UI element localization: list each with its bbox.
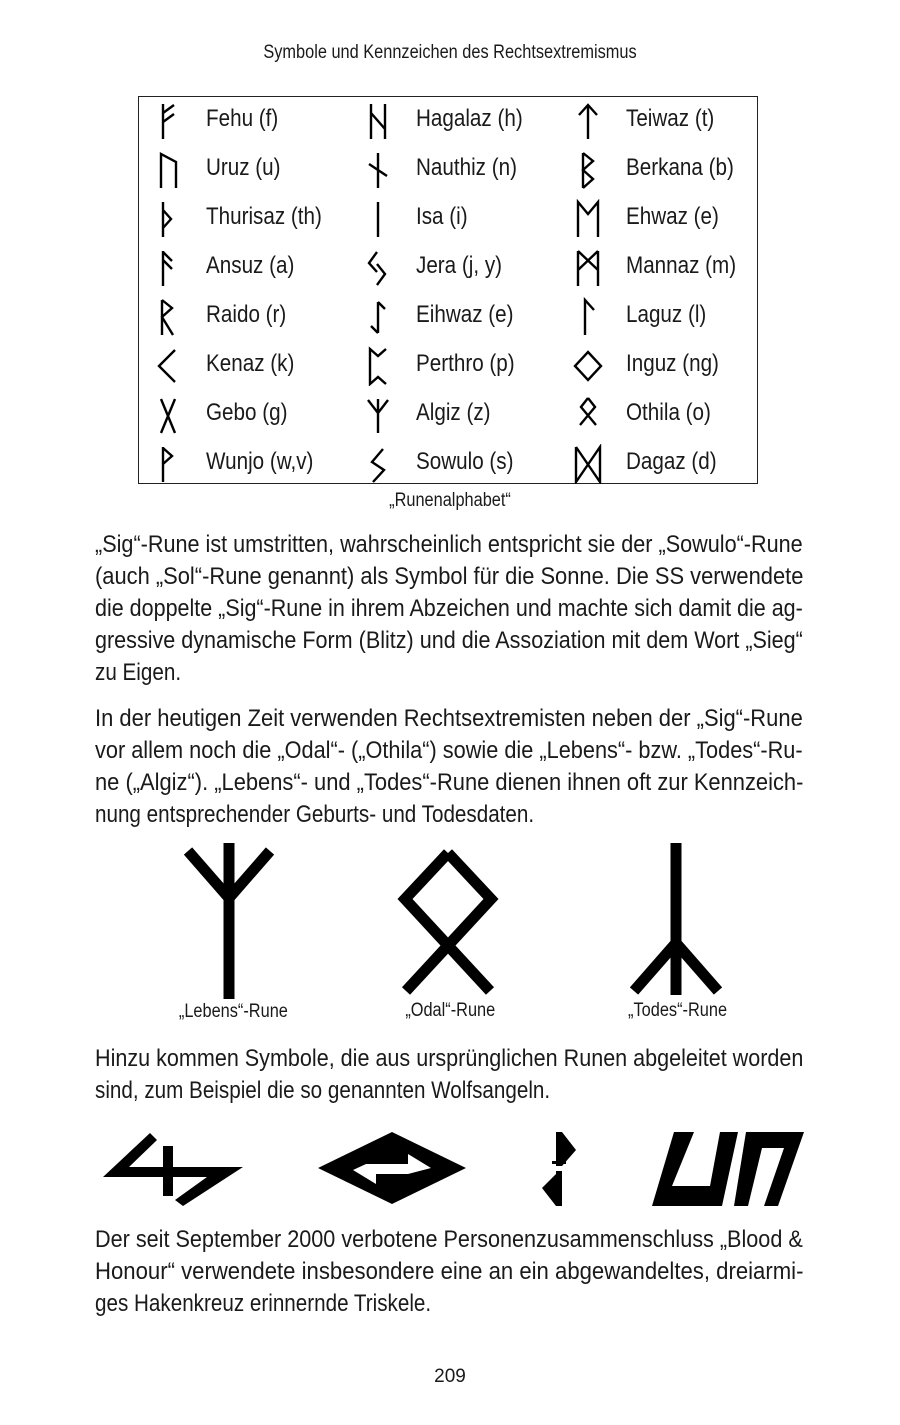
rune-name: Fehu (f) [206,105,279,132]
odal-rune-icon [394,843,502,995]
text-line: In der heutigen Zeit verwenden Rechtsextremisten neben der „Sig“-Rune [95,705,803,732]
odal-rune-caption: „Odal“-Rune [405,1000,496,1021]
rune-entry [559,342,769,391]
othila-rune-icon [573,395,603,435]
rune-name: Algiz (z) [416,399,491,426]
rune-name: Hagalaz (h) [416,105,523,132]
rune-entry [139,195,349,244]
algiz-rune-icon [363,395,393,435]
running-header: Symbole und Kennzeichen des Rechtsextremismus [263,42,637,63]
rune-name: Laguz (l) [626,301,707,328]
rune-entry [559,293,769,342]
jera-rune-icon [363,248,393,288]
rune-name: Uruz (u) [206,154,281,181]
rune-name: Berkana (b) [626,154,734,181]
rune-name: Ansuz (a) [206,252,295,279]
rune-entry [139,440,349,489]
rune-name: Eihwaz (e) [416,301,514,328]
wolfsangel-vertical-icon [538,1130,580,1208]
rune-entry [349,391,559,440]
text-line: Honour“ verwendete insbesondere eine an ein abgewandeltes, dreiarmi- [95,1258,804,1285]
rune-name: Wunjo (w,v) [206,448,314,475]
rune-entry [139,146,349,195]
rune-name: Isa (i) [416,203,468,230]
gebo-rune-icon [153,395,183,435]
rune-alphabet-table [138,96,758,484]
paragraph-wolfsangeln [95,1043,803,1107]
rune-name: Inguz (ng) [626,350,719,377]
ansuz-rune-icon [153,248,183,288]
table-caption: „Runenalphabet“ [389,490,511,511]
uruz-rune-icon [153,150,183,190]
rune-entry [139,293,349,342]
text-line: zu Eigen. [95,659,182,686]
rune-name: Thurisaz (th) [206,203,322,230]
rune-name: Mannaz (m) [626,252,737,279]
text-line: gressive dynamische Form (Blitz) und die Assoziation mit dem Wort „Sieg“ [95,627,803,654]
thurisaz-rune-icon [153,199,183,239]
nauthiz-rune-icon [363,150,393,190]
double-sig-variant-icon [650,1130,806,1208]
rune-entry [349,244,559,293]
rune-name: Teiwaz (t) [626,105,715,132]
berkana-rune-icon [573,150,603,190]
lebens-rune-caption: „Lebens“-Rune [178,1001,288,1022]
rune-entry [559,244,769,293]
wunjo-rune-icon [153,444,183,484]
text-line: ges Hakenkreuz erinnernde Triskele. [95,1290,432,1317]
rune-name: Dagaz (d) [626,448,717,475]
rune-entry [349,97,559,146]
text-line: Der seit September 2000 verbotene Personenzusammenschluss „Blood & [95,1226,803,1253]
laguz-rune-icon [573,297,603,337]
todes-rune-caption: „Todes“-Rune [628,1000,728,1021]
paragraph-blood-honour [95,1224,803,1320]
hagalaz-rune-icon [363,101,393,141]
text-line: die doppelte „Sig“-Rune in ihrem Abzeichen und machte sich damit die ag- [95,595,803,622]
ehwaz-rune-icon [573,199,603,239]
rune-name: Sowulo (s) [416,448,514,475]
rune-entry [559,195,769,244]
rune-entry [139,342,349,391]
text-line: sind, zum Beispiel die so genannten Wolfsangeln. [95,1077,551,1104]
rune-entry [139,97,349,146]
text-line: (auch „Sol“-Rune genannt) als Symbol für die Sonne. Die SS verwendete [95,563,804,590]
dagaz-rune-icon [573,444,603,484]
rune-name: Raido (r) [206,301,287,328]
rune-entry [349,342,559,391]
text-line: nung entsprechender Geburts- und Todesdaten. [95,801,535,828]
rune-entry [349,146,559,195]
text-line: ne („Algiz“). „Lebens“- und „Todes“-Rune dienen ihnen oft zur Kennzeich- [95,769,804,796]
isa-rune-icon [363,199,393,239]
rune-name: Ehwaz (e) [626,203,719,230]
rune-name: Kenaz (k) [206,350,295,377]
kenaz-rune-icon [153,346,183,386]
eihwaz-rune-icon [363,297,393,337]
teiwaz-rune-icon [573,101,603,141]
page-number: 209 [434,1366,466,1387]
raido-rune-icon [153,297,183,337]
paragraph-current-usage [95,703,803,831]
rune-entry [349,293,559,342]
perthro-rune-icon [363,346,393,386]
fehu-rune-icon [153,101,183,141]
text-line: vor allem noch die „Odal“- („Othila“) sowie die „Lebens“- bzw. „Todes“-Ru- [95,737,803,764]
rune-entry [349,195,559,244]
rune-name: Gebo (g) [206,399,288,426]
text-line: „Sig“-Rune ist umstritten, wahrscheinlich entspricht sie der „Sowulo“-Rune [95,531,803,558]
rune-name: Nauthiz (n) [416,154,517,181]
lebens-rune-icon [178,843,280,999]
rune-name: Perthro (p) [416,350,515,377]
rune-entry [139,391,349,440]
rune-entry [349,440,559,489]
sowulo-rune-icon [363,444,393,484]
rune-name: Jera (j, y) [416,252,503,279]
todes-rune-icon [628,843,724,995]
rune-entry [559,146,769,195]
rune-entry [559,97,769,146]
mannaz-rune-icon [573,248,603,288]
rune-entry [139,244,349,293]
text-line: Hinzu kommen Symbole, die aus ursprünglichen Runen abgeleitet worden [95,1045,804,1072]
rune-name: Othila (o) [626,399,711,426]
inguz-rune-icon [573,346,603,386]
wolfsangel-horizontal-icon [95,1130,245,1208]
paragraph-sig-rune [95,529,803,689]
rune-entry [559,391,769,440]
rune-entry [559,440,769,489]
wolfsangel-diamond-icon [316,1130,468,1206]
